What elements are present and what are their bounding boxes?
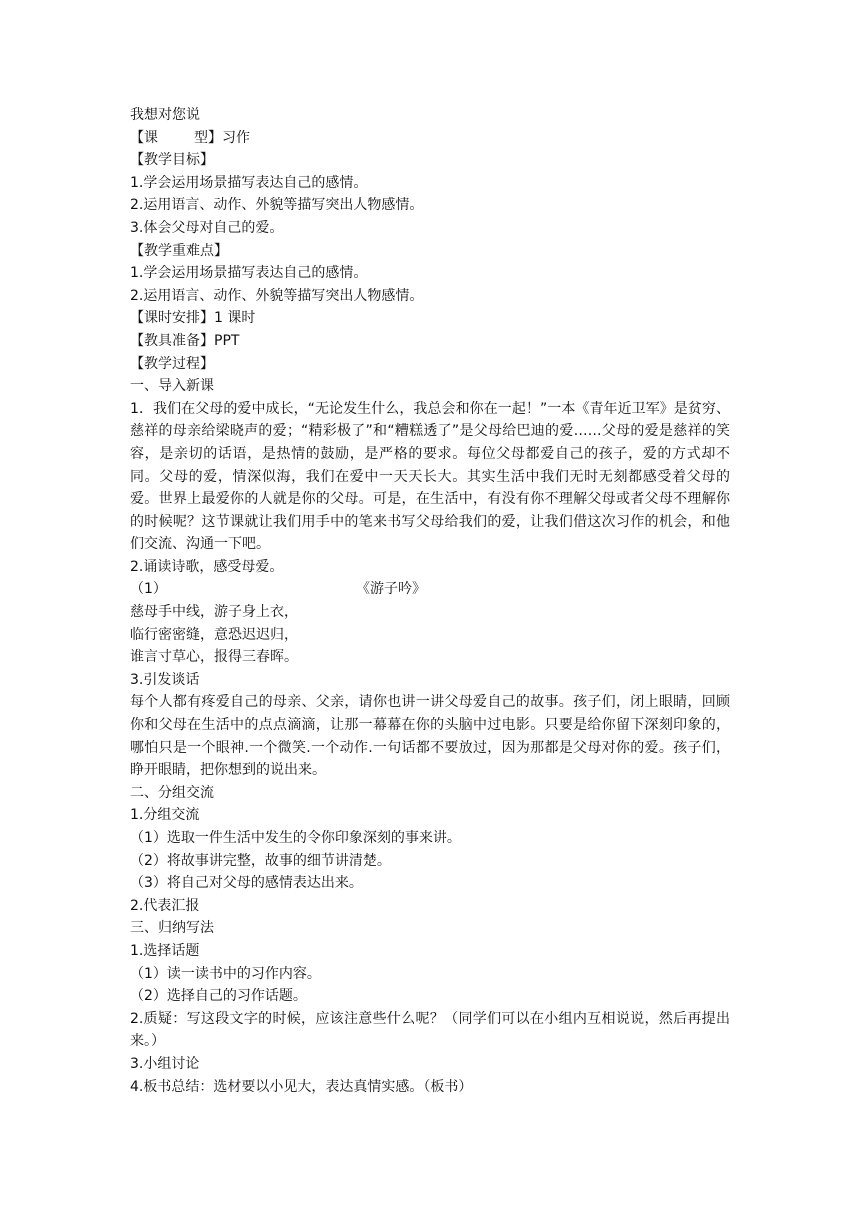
section-heading: 一、导入新课	[130, 378, 214, 395]
document-title: 我想对您说	[130, 107, 200, 123]
list-item: 3.引发谈话	[130, 671, 200, 688]
sub-list-item: （2）选择自己的习作话题。	[130, 988, 307, 1005]
key-point-item: 2.运用语言、动作、外貌等描写突出人物感情。	[130, 287, 424, 304]
poem-line: 谁言寸草心，报得三春晖。	[130, 649, 298, 666]
sub-list-item: （1）读一读书中的习作内容。	[130, 965, 321, 982]
course-type-line	[130, 127, 730, 150]
course-type-label-b: 型】习作	[194, 129, 250, 146]
goal-item: 2.运用语言、动作、外貌等描写突出人物感情。	[130, 197, 424, 214]
schedule-line: 【课时安排】1 课时	[130, 310, 256, 327]
goal-item: 1.学会运用场景描写表达自己的感情。	[130, 174, 368, 191]
sub-list-item: （3）将自己对父母的感情表达出来。	[130, 875, 363, 892]
list-item: 2.质疑：写这段文字的时候，应该注意些什么呢？（同学们可以在小组内互相说说，然后再提出来。）	[130, 1010, 730, 1050]
poem-number: （1）	[130, 581, 167, 598]
sub-list-item: （1）选取一件生活中发生的令你印象深刻的事来讲。	[130, 830, 461, 846]
document-page	[130, 104, 730, 1098]
key-point-item: 1.学会运用场景描写表达自己的感情。	[130, 265, 368, 282]
list-item: 1.分组交流	[130, 807, 200, 824]
goals-heading: 【教学目标】	[130, 152, 214, 169]
discussion-paragraph: 每个人都有疼爱自己的母亲、父亲，请你也讲一讲父母爱自己的故事。孩子们，闭上眼睛，回顾你和父母在生活中的点点滴滴，让那一幕幕在你的头脑中过电影。只要是给你留下深刻印象的，哪怕只是一个眼神.一个微笑.一个动作.一句话都不要放过，因为那都是父母对你的爱。孩子们，睁开眼睛，把你想到的说出来。	[130, 694, 730, 779]
list-item: 1.选择话题	[130, 942, 200, 959]
sub-list-item: （2）将故事讲完整，故事的细节讲清楚。	[130, 852, 391, 869]
poem-title-line	[130, 578, 730, 601]
section-heading: 二、分组交流	[130, 784, 214, 801]
list-item: 2.代表汇报	[130, 897, 200, 914]
list-item: 3.小组讨论	[130, 1055, 200, 1072]
list-item: 2.诵读诗歌，感受母爱。	[130, 558, 284, 575]
course-type-label-a: 【课	[130, 129, 158, 146]
goal-item: 3.体会父母对自己的爱。	[130, 219, 284, 236]
list-item: 4.板书总结：选材要以小见大，表达真情实感。（板书）	[130, 1078, 473, 1095]
poem-line: 慈母手中线，游子身上衣，	[130, 604, 298, 621]
section-heading: 三、归纳写法	[130, 920, 214, 937]
intro-paragraph: 1．我们在父母的爱中成长，“无论发生什么，我总会和你在一起！”一本《青年近卫军》是贫穷、慈祥的母亲给梁晓声的爱；“精彩极了”和“糟糕透了”是父母给巴迪的爱……父母的爱是慈祥的笑容，是亲切的话语，是热情的鼓励，是严格的要求。每位父母都爱自己的孩子，爱的方式却不同。父母的爱，情深似海，我们在爱中一天天长大。其实生活中我们无时无刻都感受着父母的爱。世界上最爱你的人就是你的父母。可是，在生活中，有没有你不理解父母或者父母不理解你的时候呢？这节课就让我们用手中的笔来书写父母给我们的爱，让我们借这次习作的机会，和他们交流、沟通一下吧。	[130, 400, 730, 553]
poem-line: 临行密密缝，意恐迟迟归，	[130, 626, 298, 643]
poem-title: 《游子吟》	[356, 581, 426, 598]
process-heading: 【教学过程】	[130, 355, 214, 372]
key-points-heading: 【教学重难点】	[130, 242, 228, 259]
materials-line: 【教具准备】PPT	[130, 332, 240, 349]
